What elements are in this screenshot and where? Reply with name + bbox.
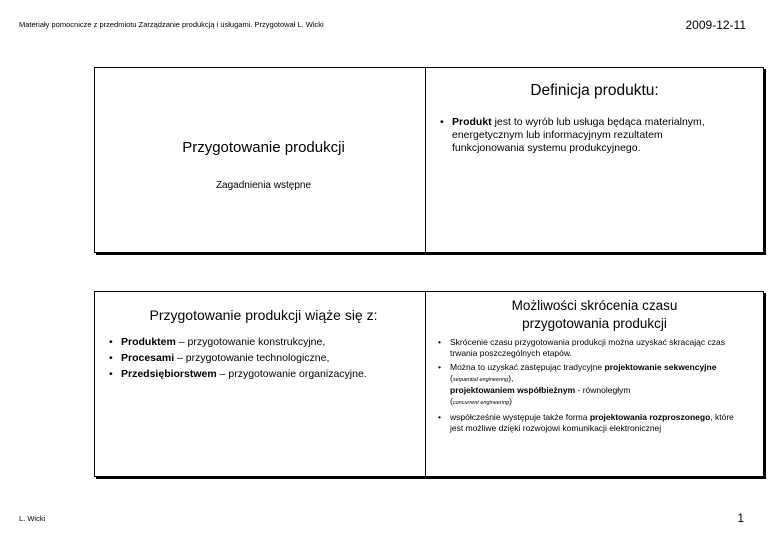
term-english-concurrent: concurrent engineering xyxy=(452,399,510,406)
slide-3 xyxy=(94,291,433,477)
list-item xyxy=(440,116,723,155)
bullet-icon: • xyxy=(440,116,444,128)
list-item xyxy=(109,335,412,349)
item-text: – przygotowanie technologiczne, xyxy=(174,352,330,364)
bullet-icon: • xyxy=(438,412,441,422)
item-term: Produktem xyxy=(121,336,176,348)
list-item xyxy=(438,337,743,358)
list-item xyxy=(109,367,412,381)
slide-1 xyxy=(94,67,433,253)
header-course-info: Materiały pomocnicze z przedmiotu Zarządzanie produkcją i usługami. Przygotował L. Wicki xyxy=(19,20,324,29)
term-distributed: projektowania rozproszonego xyxy=(589,412,711,422)
definition-text: jest to wyrób lub usługa będąca materialnym, energetycznym lub informacyjnym rezultatem funkcjonowania systemu produkcyjnego. xyxy=(452,116,705,154)
bullet-icon: • xyxy=(438,362,441,372)
slide-subtitle: Zagadnienia wstępne xyxy=(215,180,312,191)
item-text: – przygotowanie organizacyjne. xyxy=(216,368,367,380)
item-text: , które jest możliwe dzięki rozwojowi komunikacji elektronicznej xyxy=(450,412,734,433)
paren-close: ) xyxy=(509,395,512,406)
paren-close: ), xyxy=(508,372,514,383)
header-date: 2009-12-11 xyxy=(685,18,746,32)
item-text: Skrócenie czasu przygotowania produkcji można uzyskać skracając czas trwania poszczególnych etapów. xyxy=(450,337,725,358)
slide-title: Przygotowanie produkcji wiąże się z: xyxy=(149,307,378,323)
footer-author: L. Wicki xyxy=(19,514,46,523)
item-text: - równoległym xyxy=(575,385,631,395)
bullet-icon: • xyxy=(109,352,113,364)
paren-open: ( xyxy=(450,395,453,406)
term-product: Produkt xyxy=(452,116,492,128)
bullet-icon: • xyxy=(109,336,113,348)
slide-4 xyxy=(425,291,764,477)
list-item xyxy=(438,362,743,408)
slide-title: Przygotowanie produkcji xyxy=(182,139,345,156)
term-sequential: projektowanie sekwencyjne xyxy=(604,362,717,372)
title-line-2: przygotowania produkcji xyxy=(522,316,667,331)
slide-title xyxy=(426,297,763,333)
item-text: – przygotowanie konstrukcyjne, xyxy=(175,336,326,348)
list-item xyxy=(109,351,412,365)
bullet-list xyxy=(440,116,723,155)
item-term: Procesami xyxy=(121,352,175,364)
term-english-sequential: sequential engineering xyxy=(452,376,509,383)
slide-2 xyxy=(425,67,764,253)
slide-title: Definicja produktu: xyxy=(530,82,659,99)
item-text: współcześnie występuje także forma xyxy=(450,412,590,422)
item-text: Można to uzyskać zastępując tradycyjne xyxy=(450,362,605,372)
title-line-1: Możliwości skrócenia czasu xyxy=(511,298,678,313)
item-term: Przedsiębiorstwem xyxy=(121,368,217,380)
bullet-list xyxy=(438,337,743,437)
bullet-icon: • xyxy=(109,368,113,380)
term-concurrent: projektowaniem współbieżnym xyxy=(450,385,576,395)
bullet-list xyxy=(109,335,412,383)
bullet-icon: • xyxy=(438,337,441,347)
list-item xyxy=(438,412,743,433)
paren-open: ( xyxy=(450,372,453,383)
page-number: 1 xyxy=(737,511,744,525)
